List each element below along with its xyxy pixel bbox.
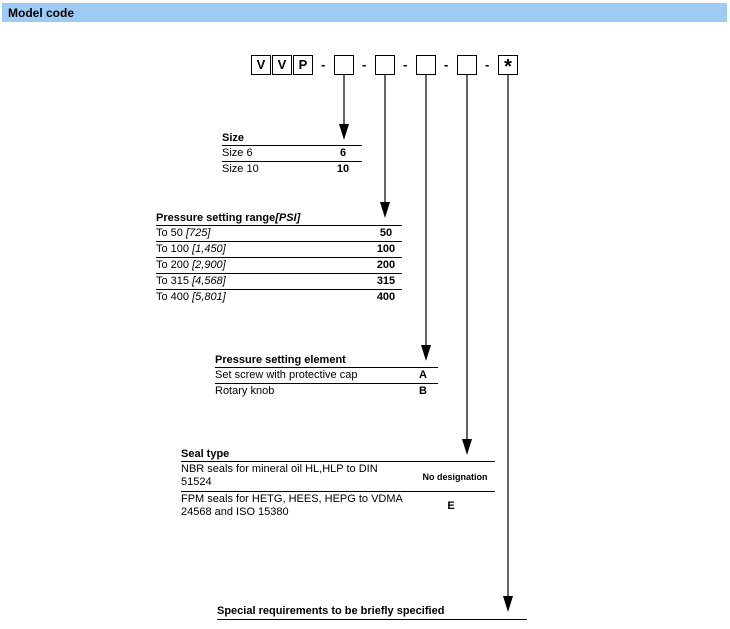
row-label: Set screw with protective cap [215,369,358,381]
row-code: B [419,385,427,397]
row-code: 100 [376,243,396,255]
row-code: 50 [379,227,393,239]
pressure-range-table [156,211,402,305]
row-psi: [1,450] [192,243,226,255]
table-row [156,257,402,273]
row-label-line: NBR seals for mineral oil HL,HLP to DIN [181,463,378,475]
model-code-dash: - [444,57,449,72]
row-code: E [447,500,455,512]
row-label [156,243,226,256]
table-row [215,383,438,399]
pressure-element-table [215,353,438,399]
row-psi: [4,568] [192,275,226,287]
size-table [222,131,362,177]
row-label [156,259,226,272]
row-label-line: 24568 and ISO 15380 [181,506,289,518]
row-label-text: To 400 [156,291,193,303]
row-label-text: To 50 [156,227,186,239]
row-label-text: To 200 [156,259,193,271]
row-psi: [5,801] [192,291,226,303]
row-code: 400 [376,291,396,303]
table-row [156,225,402,241]
row-label [181,493,403,519]
row-code: A [419,369,427,381]
row-psi: [725] [185,227,211,239]
model-code-dash: - [362,57,367,72]
row-psi: [2,900] [192,259,226,271]
row-code: 6 [339,147,347,159]
pressure-range-title-text: Pressure setting range [156,212,276,224]
table-row [156,273,402,289]
table-row [215,367,438,383]
row-code: No designation [422,472,488,482]
special-requirements [217,604,527,620]
model-code-dash: - [321,57,326,72]
table-row [181,491,495,521]
row-label [156,227,210,240]
table-row [156,289,402,305]
row-label: Rotary knob [215,385,275,397]
table-row [181,461,495,491]
model-code-box-3: P [293,55,313,75]
seal-type-title: Seal type [181,448,230,460]
seal-type-table [181,447,495,521]
row-code: 315 [376,275,396,287]
row-label-line: 51524 [181,476,212,488]
row-code: 10 [336,163,350,175]
special-requirements-title: Special requirements to be briefly specified [217,604,527,620]
table-row [222,161,362,177]
row-label [181,463,378,489]
row-label [156,275,226,288]
pressure-range-title [156,211,402,225]
table-row [156,241,402,257]
row-label-text: To 315 [156,275,193,287]
table-row [222,145,362,161]
size-table-title: Size [222,132,245,144]
row-label-line: FPM seals for HETG, HEES, HEPG to VDMA [181,493,403,505]
pressure-element-title: Pressure setting element [215,354,346,366]
row-label-text: To 100 [156,243,193,255]
model-code-box-special: * [498,55,518,75]
row-label: Size 6 [222,147,253,159]
pressure-range-title-unit: [PSI] [275,212,301,224]
row-label: Size 10 [222,163,259,175]
model-code-dash: - [403,57,408,72]
model-code-box-1: V [251,55,271,75]
model-code-box-2: V [272,55,292,75]
row-code: 200 [376,259,396,271]
section-title: Model code [8,6,75,20]
row-label [156,291,226,304]
model-code-dash: - [485,57,490,72]
